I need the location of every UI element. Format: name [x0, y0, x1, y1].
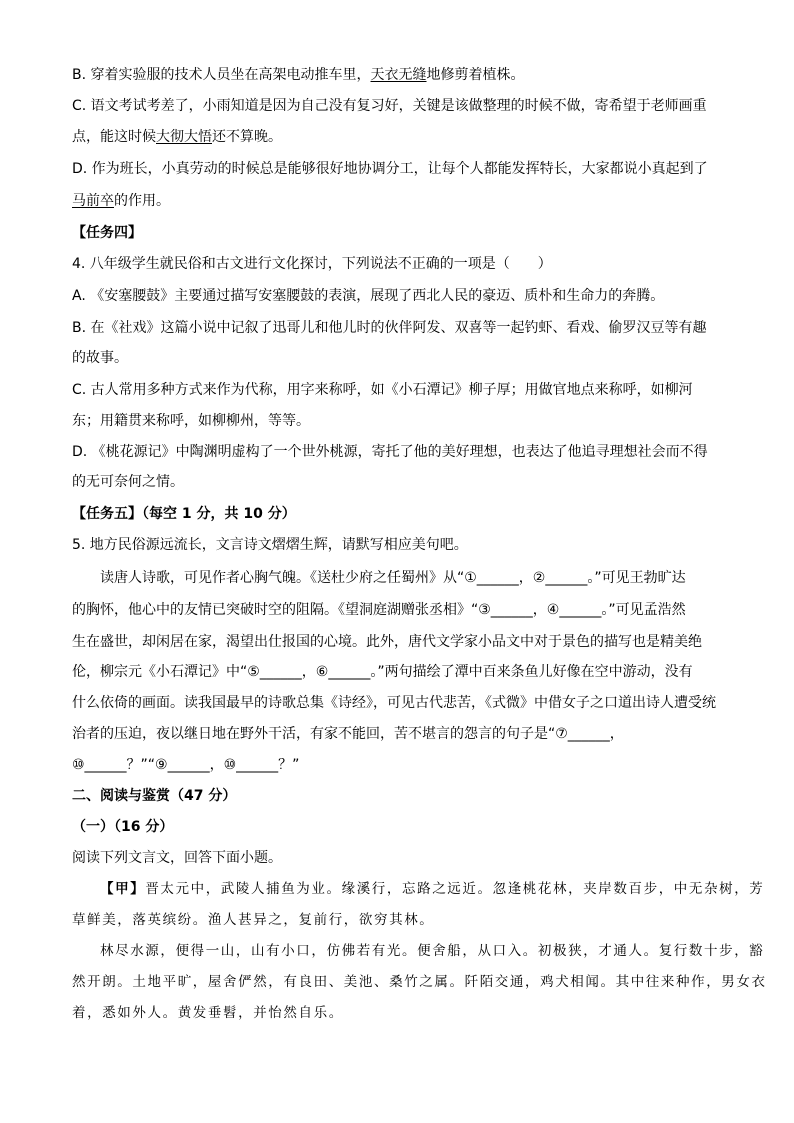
text-line: [72, 380, 693, 400]
text-line: [72, 318, 707, 338]
text-line: [100, 879, 764, 899]
text-line: [72, 910, 434, 930]
text-line: [72, 472, 184, 492]
text-run: 东；用籍贯来称呼，如柳柳州，等等。: [72, 413, 310, 429]
text-line: [72, 411, 310, 431]
text-line: [72, 600, 686, 620]
text-line: [72, 348, 128, 368]
text-line: [72, 504, 296, 524]
text-line: [72, 693, 716, 713]
bold-text: 二、阅读与鉴赏（47 分）: [72, 788, 237, 804]
text-run: D. 《桃花源记》中陶渊明虚构了一个世外桃源，寄托了他的美好理想，也表达了他追寻理想社会而不得: [72, 444, 708, 460]
text-run: 的无可奈何之情。: [72, 474, 184, 490]
text-run: 晋太元中，武陵人捕鱼为业。缘溪行，忘路之远近。忽逢桃花林，夹岸数百步，中无杂树，芳: [145, 881, 765, 897]
text-line: [72, 191, 170, 211]
text-run: C. 语文考试考差了，小雨知道是因为自己没有复习好，关键是该做整理的时候不做，寄希望于老师画重: [72, 98, 707, 114]
text-line: [100, 941, 764, 961]
text-line: [100, 568, 686, 588]
text-line: [72, 159, 708, 179]
text-run: D. 作为班长，小真劳动的时候总是能够很好地协调分工，让每个人都能发挥特长，大家都说小真起到了: [72, 161, 708, 177]
text-line: [72, 254, 552, 274]
text-line: [72, 1003, 344, 1023]
text-line: [72, 632, 702, 652]
text-run: 生在盛世，却闲居在家，渴望出仕报国的心境。此外，唐代文学家小品文中对于景色的描写也是精美绝: [72, 634, 702, 650]
text-run: 地修剪着植株。: [426, 67, 525, 83]
text-run: 草鲜美，落英缤纷。渔人甚异之，复前行，欲穷其林。: [72, 912, 435, 928]
bold-text: 【任务四】: [72, 225, 142, 241]
text-line: [72, 127, 282, 147]
text-run: C. 古人常用多种方式来作为代称，用字来称呼，如《小石潭记》柳子厚；用做官地点来称呼，如柳河: [72, 382, 693, 398]
text-line: [72, 535, 468, 555]
text-run: 5. 地方民俗源远流长，文言诗文熠熠生辉，请默写相应美句吧。: [72, 537, 468, 553]
text-run: B. 在《社戏》这篇小说中记叙了迅哥儿和他儿时的伙伴阿发、双喜等一起钓虾、看戏、偷罗汉豆等有趣: [72, 320, 707, 336]
text-line: [72, 286, 664, 306]
text-run: A. 《安塞腰鼓》主要通过描写安塞腰鼓的表演，展现了西北人民的豪迈、质朴和生命力的奔腾。: [72, 288, 665, 304]
bold-text: 【任务五】（每空 1 分，共 10 分）: [72, 506, 296, 522]
text-run: 读唐人诗歌，可见作者心胸气魄。《送杜少府之任蜀州》从“①______，②______。”可见王勃旷达: [100, 570, 686, 586]
bold-text: （一）（16 分）: [72, 819, 174, 835]
bold-text: 【甲】: [100, 881, 146, 897]
text-run: 着，悉如外人。黄发垂髫，并怡然自乐。: [72, 1005, 344, 1021]
text-run: 然开朗。土地平旷，屋舍俨然，有良田、美池、桑竹之属。阡陌交通，鸡犬相闻。其中往来种作，男女衣: [72, 974, 767, 990]
text-line: [72, 786, 236, 806]
text-run: 还不算晚。: [212, 129, 282, 145]
underlined-phrase: 大彻大悟: [156, 129, 212, 145]
text-line: [72, 724, 624, 744]
text-line: [72, 848, 282, 868]
text-run: 的胸怀，他心中的友情已突破时空的阻隔。《望洞庭湖赠张丞相》“③______，④______。”可见孟浩然: [72, 602, 686, 618]
text-run: 伦，柳宗元《小石潭记》中“⑤______，⑥______。”两句描绘了潭中百来条鱼儿好像在空中游动，没有: [72, 664, 693, 680]
text-line: [72, 442, 708, 462]
text-run: ⑩______？”“⑨______，⑩______？”: [72, 757, 300, 773]
text-line: [72, 662, 693, 682]
text-run: 治者的压迫，夜以继日地在野外干活，有家不能回，苦不堪言的怨言的句子是“⑦______，: [72, 726, 624, 742]
text-line: [72, 972, 767, 992]
underlined-phrase: 天衣无缝: [370, 67, 427, 83]
text-line: [72, 223, 142, 243]
text-run: B. 穿着实验服的技术人员坐在高架电动推车里，: [72, 67, 371, 83]
text-run: 的故事。: [72, 350, 128, 366]
text-run: 的作用。: [114, 193, 170, 209]
text-line: [72, 65, 525, 85]
text-run: 林尽水源，便得一山，山有小口，仿佛若有光。便舍船，从口入。初极狭，才通人。复行数十步，豁: [100, 943, 765, 959]
text-run: 点，能这时候: [72, 129, 156, 145]
text-run: 4. 八年级学生就民俗和古文进行文化探讨，下列说法不正确的一项是（ ）: [72, 256, 552, 272]
text-run: 阅读下列文言文，回答下面小题。: [72, 850, 282, 866]
text-line: [72, 755, 299, 775]
text-run: 什么依倚的画面。读我国最早的诗歌总集《诗经》，可见古代悲苦，《式微》中借女子之口道出诗人遭受统: [72, 695, 716, 711]
text-line: [72, 96, 707, 116]
text-line: [72, 817, 173, 837]
underlined-phrase: 马前卒: [72, 193, 114, 209]
